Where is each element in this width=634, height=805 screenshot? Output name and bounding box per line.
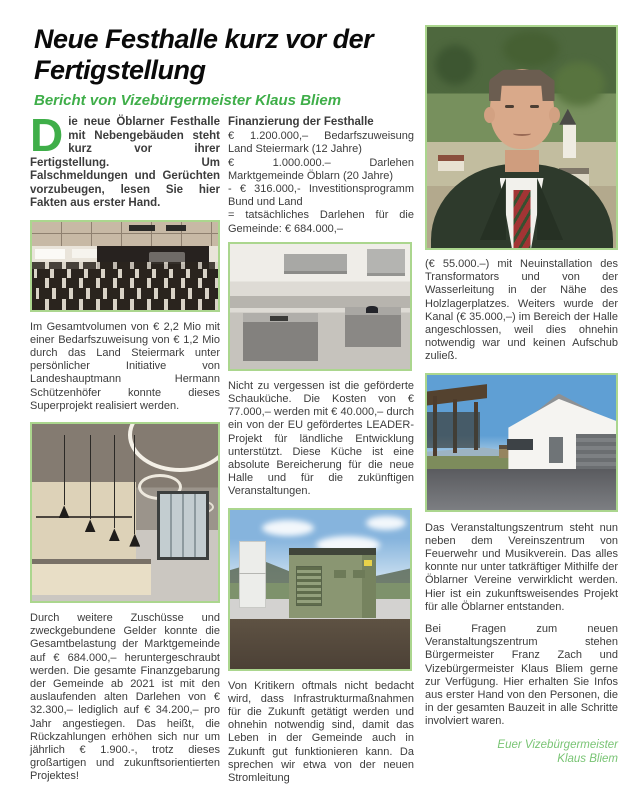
cloud bbox=[366, 516, 406, 530]
finance-line: € 1.200.000,– Bedarfszuweisung Land Steiermark (12 Jahre) bbox=[228, 130, 414, 156]
foyer-wood-wall bbox=[32, 482, 136, 563]
cloud bbox=[262, 520, 314, 536]
paragraph-infrastructure: (€ 55.000.–) mit Neuinstallation des Transformators und von der Wasserleitung in der Nähe des Holzlagerplatzes. Weiters wurde der Kanal (€ 35.000,–) im Bereich der Halle angeschlossen, weil dies ohnehin notwendig war und keinen Aufschub zuließ. bbox=[425, 258, 618, 363]
hall-interior-photo bbox=[30, 220, 220, 312]
signature-line-1: Euer Vizebürgermeister bbox=[497, 738, 618, 751]
paragraph-kitchen: Nicht zu vergessen ist die geförderte Schauküche. Die Kosten von € 77.000,– werden mit € 40.000,– durch ein von der EU gefördertes LEADER-Projekt für ländliche Entwicklung unterstützt. Diese Küche ist eine absolute Bereicherung für die neue Halle und für die zukünftigen Veranstaltungen. bbox=[228, 379, 414, 498]
column-left bbox=[30, 109, 220, 793]
page-title bbox=[34, 24, 420, 85]
paragraph-total-volume: Im Gesamtvolumen von € 2,2 Mio mit einer Bedarfszuweisung von € 1,2 Mio durch das Land Steiermark unter persönlicher Initiative von Landeshauptmann Hermann Schützenhöfer konnte dieses Superprojekt realisiert werden. bbox=[30, 320, 220, 412]
paragraph-subsidies: Durch weitere Zuschüsse und zweckgebundene Gelder konnte die Gesamtbelastung der Marktgemeinde auf € 684.000,– heruntergeschraubt werden. Die gesamte Finanzgebarung der Gemeinde ab 2021 ist mit den auslaufenden alten Darlehen von € 32.300,– lediglich auf € 34.200,– pro Jahr angestiegen. Das heißt, die Rückzahlungen erhöhen sich nur um jährlich € 1.900.-, trotz dieses großartigen und zukunftsorientierten Projektes! bbox=[30, 611, 220, 783]
intro-text: ie neue Öblarner Festhalle mit Nebengebäuden steht kurz vor ihrer Fertigstellung. Um Falschmeldungen und Gerüchten vorzubeugen, lesen Sie hier Fakten aus erster Hand. bbox=[30, 116, 220, 209]
warning-sign bbox=[364, 560, 372, 566]
vice-mayor-portrait-photo bbox=[425, 25, 618, 250]
title-line-1: Neue Festhalle kurz vor der bbox=[34, 24, 374, 54]
title-line-2: Fertigstellung bbox=[34, 54, 206, 85]
finance-heading: Finanzierung der Festhalle bbox=[228, 116, 374, 128]
church-tower bbox=[563, 124, 576, 158]
finance-line: € 1.000.000.– Darlehen Marktgemeinde Öblarn (20 Jahre) bbox=[228, 156, 414, 182]
finance-line: - € 316.000,- Investitionsprogramm Bund und Land bbox=[228, 183, 414, 209]
foyer-bar-counter bbox=[32, 559, 151, 595]
paragraph-event-center: Das Veranstaltungszentrum steht nun neben dem Vereinszentrum von Feuerwehr und Musikverein. Das alles konnte nur unter tatkräftiger Mithilfe der Öblarner Vereine verwirklicht werden. Hier ist ein zukunftsweisendes Projekt für alle Öblarner entstanden. bbox=[425, 521, 618, 613]
pendant-lamp bbox=[64, 435, 65, 506]
pendant-lamp bbox=[90, 435, 91, 520]
signature bbox=[425, 738, 618, 766]
foyer-glass-door bbox=[157, 491, 209, 560]
show-kitchen-photo bbox=[228, 242, 412, 371]
ring-light bbox=[128, 422, 220, 472]
finance-line: = tatsächliches Darlehen für die Gemeinde: € 684.000,– bbox=[228, 209, 414, 235]
intro-paragraph bbox=[30, 109, 220, 211]
foyer-interior-photo bbox=[30, 422, 220, 603]
event-center-exterior-photo bbox=[425, 373, 618, 512]
paragraph-questions: Bei Fragen zum neuen Veranstaltungszentrum stehen Bürgermeister Franz Zach und Vizebürgermeister Klaus Bliem gerne zur Verfügung. Hier erhalten Sie Infos aus erster Hand von den Personen, die in der gesamten Bauzeit in alle Schritte involviert waren. bbox=[425, 623, 618, 728]
paragraph-critics: Von Kritikern oftmals nicht bedacht wird, dass Infrastrukturmaßnahmen für die Zukunft getätigt werden und ohnehin notwendig sind, damit das Leben in der Gemeinde auch in Zukunft gut funktionieren kann. Da sprechen wir etwa von der neuen Stromleitung bbox=[228, 679, 414, 785]
pendant-lamp bbox=[134, 435, 135, 534]
kitchen-hood bbox=[284, 254, 347, 274]
hall-ceiling bbox=[32, 222, 218, 246]
column-middle bbox=[228, 116, 414, 794]
pendant-lamp bbox=[114, 435, 115, 529]
portrait-tie bbox=[513, 190, 530, 248]
kitchen-island bbox=[345, 307, 401, 347]
drop-cap: D bbox=[30, 109, 64, 161]
hall-chair-rows bbox=[32, 288, 218, 299]
utility-cabinet bbox=[239, 541, 266, 608]
article-subtitle: Bericht von Vizebürgermeister Klaus Bliem bbox=[34, 92, 342, 109]
kitchen-hood bbox=[367, 249, 405, 276]
article-header bbox=[34, 24, 420, 109]
village-house bbox=[438, 155, 464, 171]
transformer-station-photo bbox=[228, 508, 412, 671]
transformer-box bbox=[289, 548, 375, 618]
signature-line-2: Klaus Bliem bbox=[557, 752, 618, 765]
column-right bbox=[425, 25, 618, 766]
forest bbox=[435, 45, 475, 85]
